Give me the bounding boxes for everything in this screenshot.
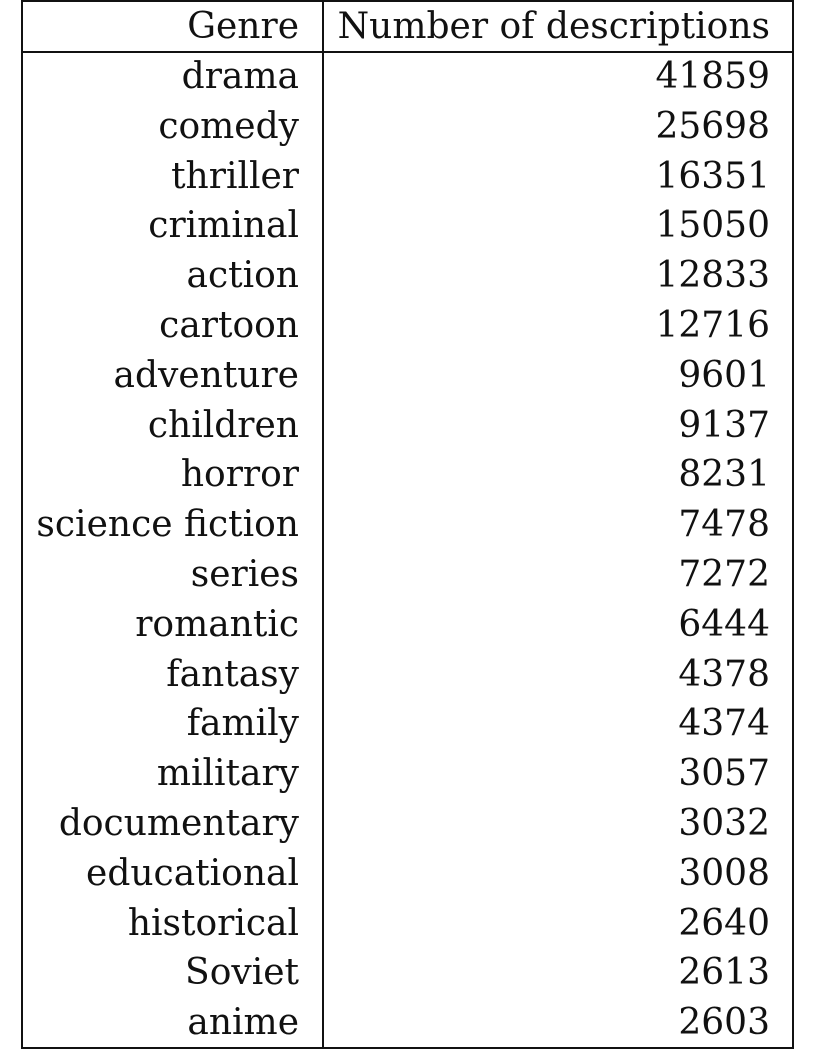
genre-cell: science fiction <box>36 504 299 546</box>
table-row <box>23 52 792 102</box>
count-cell: 2640 <box>678 902 770 944</box>
table-row <box>23 251 792 301</box>
table-row <box>23 600 792 650</box>
genre-cell: documentary <box>58 803 299 844</box>
genre-cell: comedy <box>158 105 299 147</box>
table-row <box>23 201 792 251</box>
genre-cell: romantic <box>135 603 299 645</box>
genre-cell: military <box>156 753 299 795</box>
count-cell: 25698 <box>655 105 770 147</box>
genre-cell: criminal <box>148 205 299 247</box>
header-row <box>23 2 792 52</box>
count-cell: 3008 <box>678 852 770 894</box>
genre-cell: horror <box>180 454 299 496</box>
genre-cell: thriller <box>171 155 299 197</box>
table-row <box>23 948 792 998</box>
count-cell: 8231 <box>678 454 770 496</box>
genre-cell: fantasy <box>166 653 299 695</box>
count-cell: 7272 <box>678 554 770 595</box>
count-cell: 41859 <box>655 56 770 97</box>
count-cell: 4378 <box>678 653 770 695</box>
table-row <box>23 450 792 500</box>
genre-cell: educational <box>86 852 299 894</box>
table-row <box>23 650 792 700</box>
genre-cell: cartoon <box>159 305 299 346</box>
count-cell: 2603 <box>678 1002 770 1044</box>
genre-cell: adventure <box>113 354 299 396</box>
genre-header: Genre <box>187 6 299 47</box>
table-row <box>23 849 792 899</box>
count-cell: 12716 <box>655 305 770 346</box>
count-cell: 4374 <box>678 703 770 745</box>
table-row <box>23 998 792 1048</box>
table-row <box>23 301 792 351</box>
count-cell: 3057 <box>678 753 770 795</box>
count-header: Number of descriptions <box>337 6 770 47</box>
genre-cell: series <box>190 554 299 595</box>
count-cell: 7478 <box>678 504 770 546</box>
count-cell: 3032 <box>678 803 770 844</box>
table-row <box>23 102 792 152</box>
count-cell: 2613 <box>678 952 770 994</box>
table-row <box>23 401 792 451</box>
table-row <box>23 799 792 849</box>
count-cell: 6444 <box>678 603 770 645</box>
table-row <box>23 550 792 600</box>
table-row <box>23 749 792 799</box>
genre-cell: family <box>186 703 299 745</box>
genre-cell: drama <box>181 56 299 97</box>
table-row <box>23 899 792 949</box>
genre-cell: anime <box>187 1002 299 1044</box>
table-row <box>23 351 792 401</box>
genre-cell: action <box>186 255 299 297</box>
count-cell: 16351 <box>655 155 770 197</box>
table-row <box>23 699 792 749</box>
genre-cell: Soviet <box>185 952 299 994</box>
table-row <box>23 152 792 202</box>
count-cell: 15050 <box>655 205 770 247</box>
table-row <box>23 500 792 550</box>
genre-count-table <box>21 0 794 1049</box>
count-cell: 12833 <box>655 255 770 297</box>
genre-cell: historical <box>127 902 299 944</box>
count-cell: 9601 <box>678 354 770 396</box>
count-cell: 9137 <box>678 404 770 446</box>
genre-cell: children <box>147 404 299 446</box>
